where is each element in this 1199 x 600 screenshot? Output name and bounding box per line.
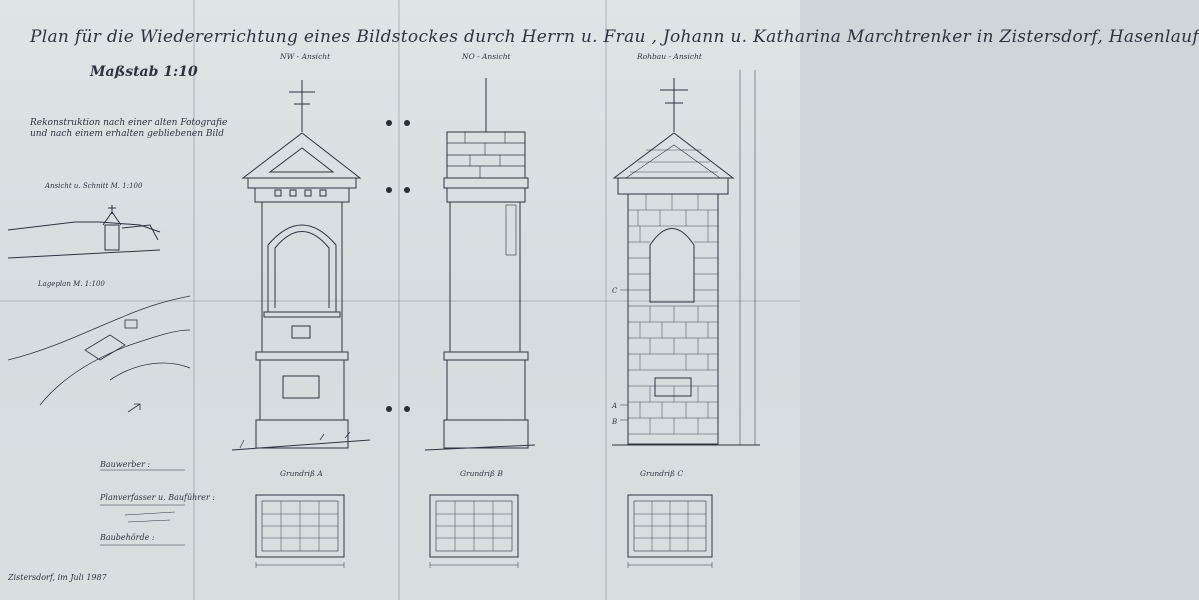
site-plan [8, 296, 190, 412]
no-view-label: NO - Ansicht [462, 52, 511, 61]
bauwerber-label: Bauwerber : [100, 460, 151, 469]
marker-b: B [612, 418, 618, 426]
plan-a-drawing [256, 495, 344, 568]
section-sketch [8, 205, 160, 258]
footer-date: Zistersdorf, im Juli 1987 [8, 573, 107, 582]
plan-c-label: Grundriß C [640, 469, 684, 478]
nw-view-label: NW - Ansicht [280, 52, 331, 61]
plan-c-drawing [628, 495, 712, 568]
planverfasser-label: Planverfasser u. Bauführer : [100, 493, 215, 502]
site-plan-label: Lageplan M. 1:100 [38, 280, 105, 288]
rohbau-view-label: Rohbau - Ansicht [637, 52, 702, 61]
baubehoerde-label: Baubehörde : [100, 533, 155, 542]
scale-label: Maßstab 1:10 [90, 64, 198, 80]
marker-c: C [612, 287, 618, 295]
plan-a-label: Grundriß A [280, 469, 323, 478]
plan-b-label: Grundriß B [460, 469, 503, 478]
nw-view-drawing [232, 80, 370, 450]
rohbau-view-drawing [612, 70, 760, 445]
marker-a: A [612, 402, 618, 410]
signature-lines [100, 470, 185, 545]
no-view-drawing [425, 78, 535, 450]
reconstruction-note: Rekonstruktion nach einer alten Fotografie und nach einem erhalten gebliebenen Bild [30, 118, 228, 139]
section-label: Ansicht u. Schnitt M. 1:100 [45, 182, 143, 190]
plan-title: Plan für die Wiedererrichtung eines Bildstockes durch Herrn u. Frau , Johann u. Katharina Marchtrenker in Zistersdorf, Hasenlauf [30, 27, 1199, 47]
plan-b-drawing [430, 495, 518, 568]
